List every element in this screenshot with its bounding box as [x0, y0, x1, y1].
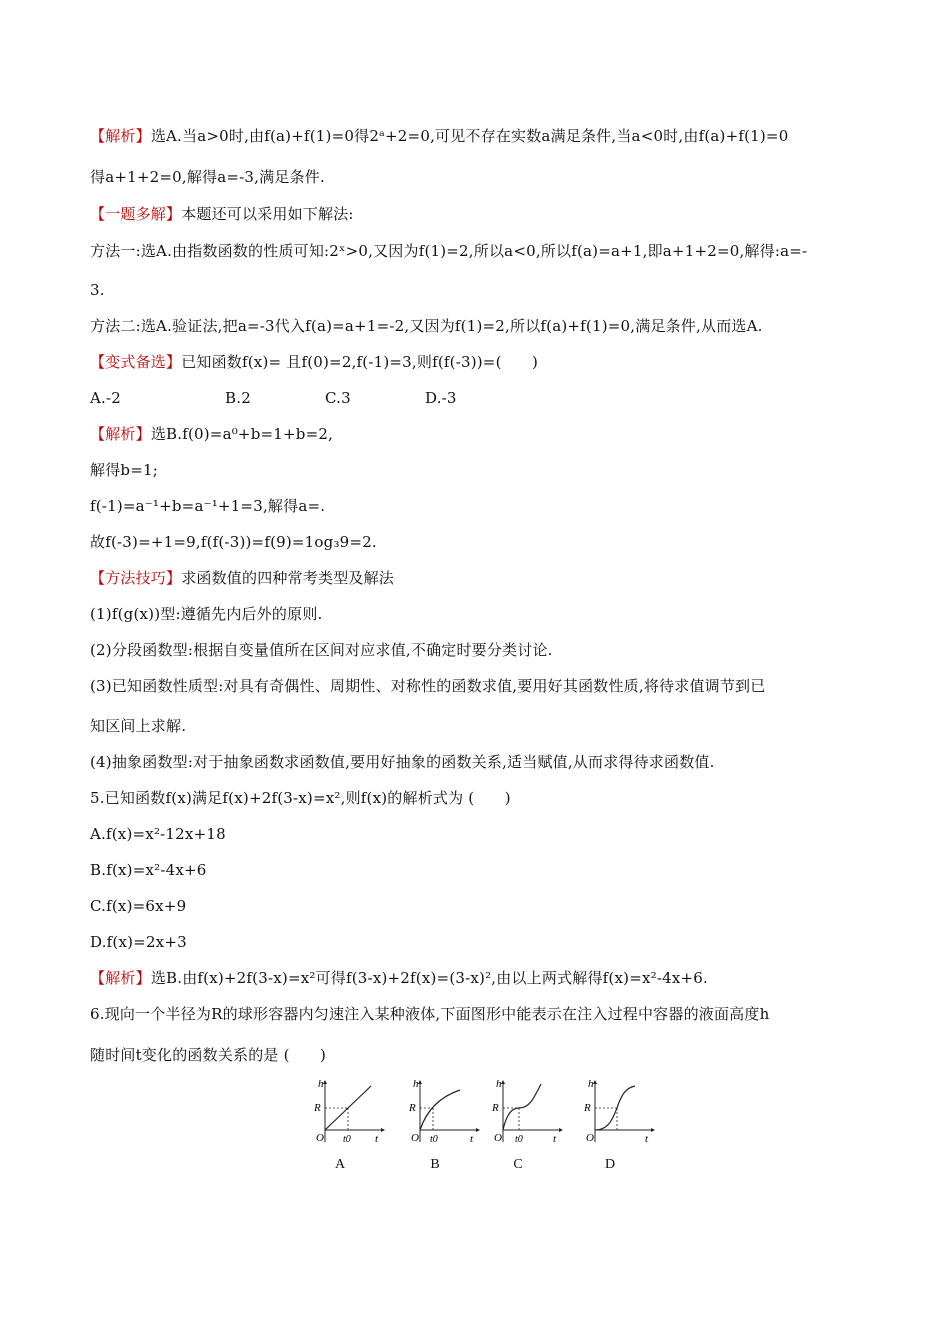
variant-tag: 【变式备选】 [90, 353, 182, 371]
analysis-tag: 【解析】 [90, 425, 151, 443]
method-tips-text: 求函数值的四种常考类型及解法 [181, 569, 395, 587]
y-axis-label: h [318, 1078, 324, 1090]
graph-c-label: C [513, 1157, 523, 1172]
r-label: R [409, 1102, 416, 1114]
x-axis-label: t [375, 1133, 379, 1145]
q5-analysis [90, 968, 880, 988]
graph-d-label: D [604, 1157, 616, 1172]
graph-a-plot [305, 1078, 385, 1148]
t0-label: t0 [343, 1134, 351, 1145]
method-two-line: 方法二:选A.验证法,把a=-3代入f(a)=a+1=-2,又因为f(1)=2,所以f(a)+f(1)=0,满足条件,从而选A. [90, 317, 763, 335]
y-axis-label: h [588, 1078, 594, 1090]
r-label: R [492, 1102, 499, 1114]
answer-graphs [305, 1078, 665, 1173]
graph-a [305, 1078, 385, 1173]
q5-option-c: C.f(x)=6x+9 [90, 897, 187, 915]
method-tips-tag: 【方法技巧】 [90, 569, 182, 587]
method-one-line-1: 方法一:选A.由指数函数的性质可知:2ˣ>0,又因为f(1)=2,所以a<0,所以f(a)=a+1,即a+1+2=0,解得:a=- [90, 242, 808, 260]
origin-label: O [316, 1132, 324, 1144]
graph-d-plot [575, 1078, 655, 1148]
y-axis-label: h [496, 1078, 502, 1090]
question-5: 5.已知函数f(x)满足f(x)+2f(3-x)=x²,则f(x)的解析式为 ( ) [90, 789, 511, 807]
method-one-line-2: 3. [90, 281, 105, 299]
analysis-text: 选A.当a>0时,由f(a)+f(1)=0得2ᵃ+2=0,可见不存在实数a满足条件,当a<0时,由f(a)+f(1)=0 [150, 127, 789, 145]
origin-label: O [494, 1132, 502, 1144]
x-axis-label: t [553, 1133, 557, 1145]
y-axis-label: h [413, 1078, 419, 1090]
t0-label: t0 [430, 1134, 438, 1145]
variant-analysis-line-3: f(-1)=a⁻¹+b=a⁻¹+1=3,解得a=. [90, 497, 326, 515]
option-a: A.-2 [90, 389, 122, 407]
variant-analysis-line-4: 故f(-3)=+1=9,f(f(-3))=f(9)=1og₃9=2. [90, 533, 377, 551]
analysis-line-2: 得a+1+2=0,解得a=-3,满足条件. [90, 168, 325, 186]
q5-option-b: B.f(x)=x²-4x+6 [90, 861, 207, 879]
graph-b-plot [400, 1078, 480, 1148]
variant-options [90, 388, 880, 408]
origin-label: O [411, 1132, 419, 1144]
r-label: R [314, 1102, 321, 1114]
analysis-text: 选B.f(0)=a⁰+b=1+b=2, [150, 425, 334, 443]
analysis-line-1 [90, 126, 880, 146]
t0-label: t0 [515, 1134, 523, 1145]
q5-option-a: A.f(x)=x²-12x+18 [90, 825, 226, 843]
graph-d [575, 1078, 655, 1173]
tip-3-line-1: (3)已知函数性质型:对具有奇偶性、周期性、对称性的函数求值,要用好其函数性质,将待求值调节到已 [90, 677, 766, 695]
variant-text: 已知函数f(x)= 且f(0)=2,f(-1)=3,则f(f(-3))=( ) [181, 353, 539, 371]
tip-1: (1)f(g(x))型:遵循先内后外的原则. [90, 605, 323, 623]
question-6-line-1: 6.现向一个半径为R的球形容器内匀速注入某种液体,下面图形中能表示在注入过程中容器的液面高度h [90, 1005, 770, 1023]
q5-option-d: D.f(x)=2x+3 [90, 933, 187, 951]
x-axis-label: t [470, 1133, 474, 1145]
r-label: R [584, 1102, 591, 1114]
option-c: C.3 [325, 389, 351, 407]
multi-solution-heading [90, 204, 880, 224]
method-tips-heading [90, 568, 880, 588]
x-axis-label: t [645, 1133, 649, 1145]
graph-a-label: A [334, 1157, 346, 1172]
analysis-tag: 【解析】 [90, 127, 151, 145]
analysis-tag: 【解析】 [90, 969, 151, 987]
variant-analysis-line-1 [90, 424, 880, 444]
variant-question [90, 352, 880, 372]
tip-3-line-2: 知区间上求解. [90, 717, 187, 735]
question-6-line-2: 随时间t变化的函数关系的是 ( ) [90, 1046, 327, 1064]
graph-c [483, 1078, 563, 1173]
graph-b-label: B [430, 1157, 440, 1172]
variant-analysis-line-2: 解得b=1; [90, 461, 158, 479]
origin-label: O [586, 1132, 594, 1144]
option-b: B.2 [225, 389, 251, 407]
multi-solution-text: 本题还可以采用如下解法: [181, 205, 354, 223]
option-d: D.-3 [425, 389, 457, 407]
graph-b [400, 1078, 480, 1173]
graph-c-plot [483, 1078, 563, 1148]
tip-2: (2)分段函数型:根据自变量值所在区间对应求值,不确定时要分类讨论. [90, 641, 553, 659]
tip-4: (4)抽象函数型:对于抽象函数求函数值,要用好抽象的函数关系,适当赋值,从而求得待求函数值. [90, 753, 715, 771]
multi-solution-tag: 【一题多解】 [90, 205, 182, 223]
analysis-text: 选B.由f(x)+2f(3-x)=x²可得f(3-x)+2f(x)=(3-x)²,由以上两式解得f(x)=x²-4x+6. [150, 969, 708, 987]
